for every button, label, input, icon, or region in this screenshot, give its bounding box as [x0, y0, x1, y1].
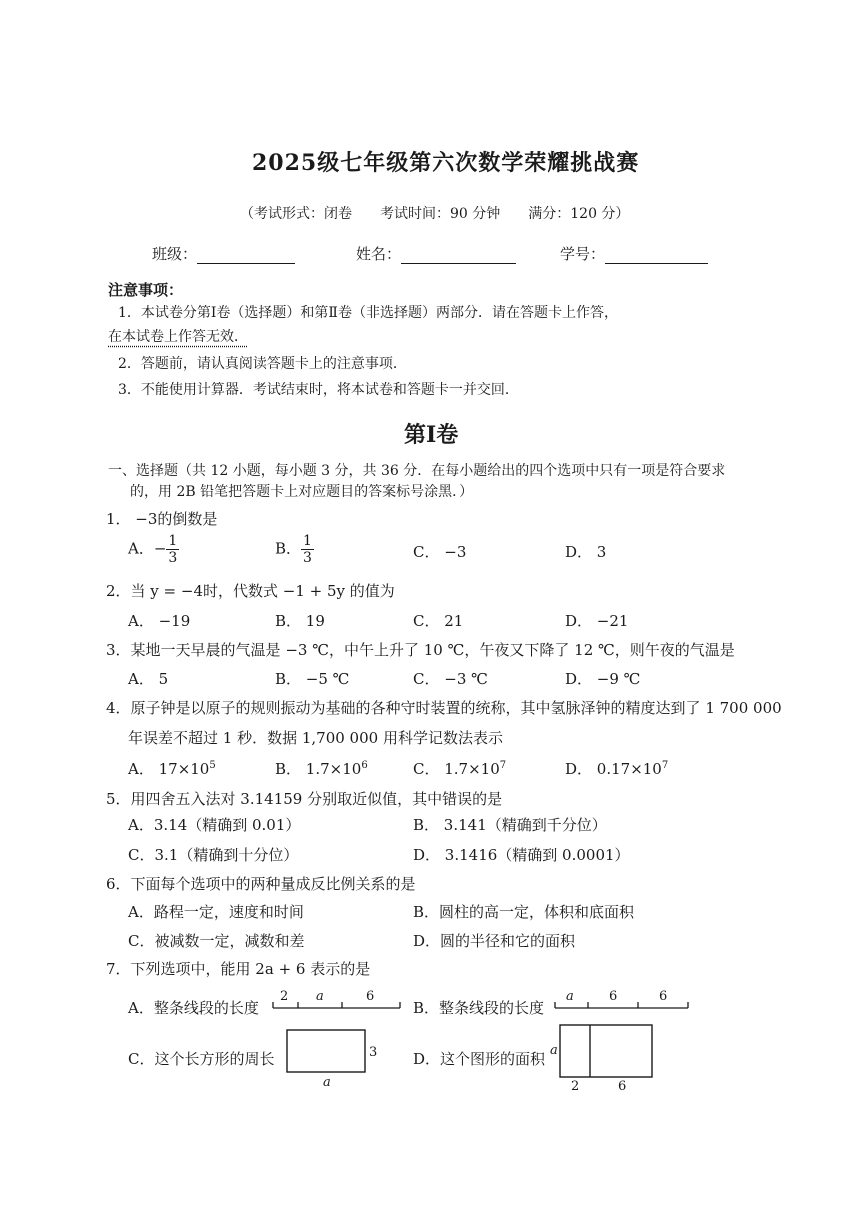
- q7-d-side-label: a: [550, 1043, 558, 1058]
- q7-a-seg-label-1: 2: [280, 989, 289, 1004]
- q4-stem-line1: 4．原子钟是以原子的规则振动为基础的各种守时装置的统称，其中氢脉泽钟的精度达到了 1 700 000: [106, 699, 782, 717]
- q1-option-b: [275, 533, 314, 566]
- q7-c-side-label: 3: [369, 1045, 378, 1060]
- q7-option-d: D．这个图形的面积: [413, 1050, 546, 1068]
- q4-stem-line2: 年误差不超过 1 秒．数据 1,700 000 用科学记数法表示: [128, 729, 503, 747]
- q7-d-split-rectangle-figure: [548, 1022, 658, 1092]
- notes-heading: 注意事项：: [108, 281, 184, 299]
- note-item-1-cont: 在本试卷上作答无效．: [108, 329, 248, 345]
- q7-d-width-label-1: 2: [571, 1079, 580, 1092]
- exam-info: （考试形式：闭卷 考试时间：90 分钟 满分：120 分）: [240, 206, 630, 222]
- q7-b-seg-label-3: 6: [659, 989, 668, 1004]
- q1-b-num: 1: [303, 533, 312, 549]
- q3-option-c: C． −3 ℃: [413, 670, 488, 688]
- q1-b-den: 3: [303, 550, 312, 566]
- q7-c-bottom-label: a: [323, 1075, 331, 1090]
- q2-option-d: D． −21: [565, 612, 629, 630]
- q6-option-a: A．路程一定，速度和时间: [128, 903, 304, 921]
- q2-stem: 2．当 y = −4时，代数式 −1 + 5y 的值为: [106, 582, 395, 600]
- q3-option-a: A． 5: [128, 670, 169, 688]
- q4-b-base: B． 1.7×10: [275, 760, 362, 778]
- part-heading-line2: 的，用 2B 铅笔把答题卡上对应题目的答案标号涂黑．）: [130, 484, 474, 500]
- class-field: [152, 243, 295, 264]
- q1-a-num: 1: [168, 533, 178, 549]
- q4-a-exp: 5: [209, 760, 216, 771]
- q6-option-d: D．圆的半径和它的面积: [413, 932, 576, 950]
- q7-a-segment-figure: [270, 986, 405, 1016]
- q5-option-a: A．3.14（精确到 0.01）: [128, 816, 301, 834]
- name-label: 姓名：: [356, 245, 402, 263]
- q1-a-fraction: [166, 533, 179, 566]
- q1-option-a: A．− $\frac{1}{3}$: [128, 533, 178, 566]
- q4-option-b: [275, 758, 368, 779]
- q7-a-seg-label-2: a: [316, 989, 324, 1004]
- q1-option-c: C． −3: [413, 543, 467, 561]
- q7-option-a: A．整条线段的长度: [128, 999, 259, 1017]
- name-blank: [401, 247, 516, 264]
- class-label: 班级：: [152, 245, 198, 263]
- q4-option-a: [128, 758, 216, 779]
- q7-option-c: C．这个长方形的周长: [128, 1050, 275, 1068]
- q4-option-d: [565, 758, 668, 779]
- q6-option-b: B．圆柱的高一定，体积和底面积: [413, 903, 635, 921]
- id-blank: [605, 247, 708, 264]
- q6-stem: 6．下面每个选项中的两种量成反比例关系的是: [106, 875, 416, 893]
- q3-option-b: B． −5 ℃: [275, 670, 350, 688]
- q4-d-exp: 7: [661, 760, 669, 771]
- q7-c-rectangle-figure: [283, 1026, 383, 1090]
- part-heading-line1: 一、选择题（共 12 小题，每小题 3 分，共 36 分．在每小题给出的四个选项中只有一项是符合要求: [108, 463, 726, 479]
- q4-a-base: A． 17×10: [128, 760, 210, 778]
- q3-stem: 3．某地一天早晨的气温是 −3 ℃，中午上升了 10 ℃，午夜又下降了 12 ℃，则午夜的气温是: [106, 641, 735, 659]
- q5-option-b: B． 3.141（精确到千分位）: [413, 816, 607, 834]
- q7-b-segment-figure: [552, 986, 692, 1016]
- q1-option-d: D． 3: [565, 543, 607, 561]
- q4-c-base: C． 1.7×10: [413, 760, 500, 778]
- q2-option-b: B． 19: [275, 612, 325, 630]
- id-label: 学号：: [560, 245, 606, 263]
- q4-b-exp: 6: [361, 760, 368, 771]
- q7-d-width-label-2: 6: [618, 1079, 627, 1092]
- q3-option-d: D． −9 ℃: [565, 670, 641, 688]
- q6-option-c: C．被减数一定，减数和差: [128, 932, 305, 950]
- q4-c-exp: 7: [499, 760, 507, 771]
- q7-a-seg-label-3: 6: [366, 989, 375, 1004]
- q2-option-c: C． 21: [413, 612, 464, 630]
- note-item-2: 2．答题前，请认真阅读答题卡上的注意事项．: [118, 356, 407, 372]
- q1-b-fraction: [301, 533, 314, 566]
- class-blank: [197, 247, 295, 264]
- q7-stem: 7．下列选项中，能用 2a + 6 表示的是: [106, 960, 371, 978]
- q5-stem: 5．用四舍五入法对 3.14159 分别取近似值，其中错误的是: [106, 790, 503, 808]
- name-field: [356, 243, 516, 264]
- section-title: 第Ⅰ卷: [404, 422, 459, 448]
- q1-a-label: A．: [128, 539, 154, 558]
- q4-d-base: D． 0.17×10: [565, 760, 662, 778]
- q2-option-a: A． −19: [128, 612, 191, 630]
- note-item-3: 3．不能使用计算器．考试结束时，将本试卷和答题卡一并交回．: [118, 382, 519, 398]
- student-id-field: [560, 243, 708, 264]
- q7-b-seg-label-1: a: [566, 989, 574, 1004]
- q4-option-c: [413, 758, 506, 779]
- q7-b-seg-label-2: 6: [609, 989, 618, 1004]
- q7-option-b: B．整条线段的长度: [413, 999, 545, 1017]
- note-item-1: 1．本试卷分第Ⅰ卷（选择题）和第Ⅱ卷（非选择题）两部分．请在答题卡上作答，: [118, 305, 618, 321]
- q5-option-c: C．3.1（精确到十分位）: [128, 846, 299, 864]
- q5-option-d: D． 3.1416（精确到 0.0001）: [413, 846, 630, 864]
- q1-a-den: 3: [168, 550, 178, 566]
- q1-b-label: B．: [275, 539, 302, 558]
- q1-stem: 1． −3的倒数是: [106, 510, 218, 528]
- exam-title: 2025级七年级第六次数学荣耀挑战赛: [252, 150, 640, 176]
